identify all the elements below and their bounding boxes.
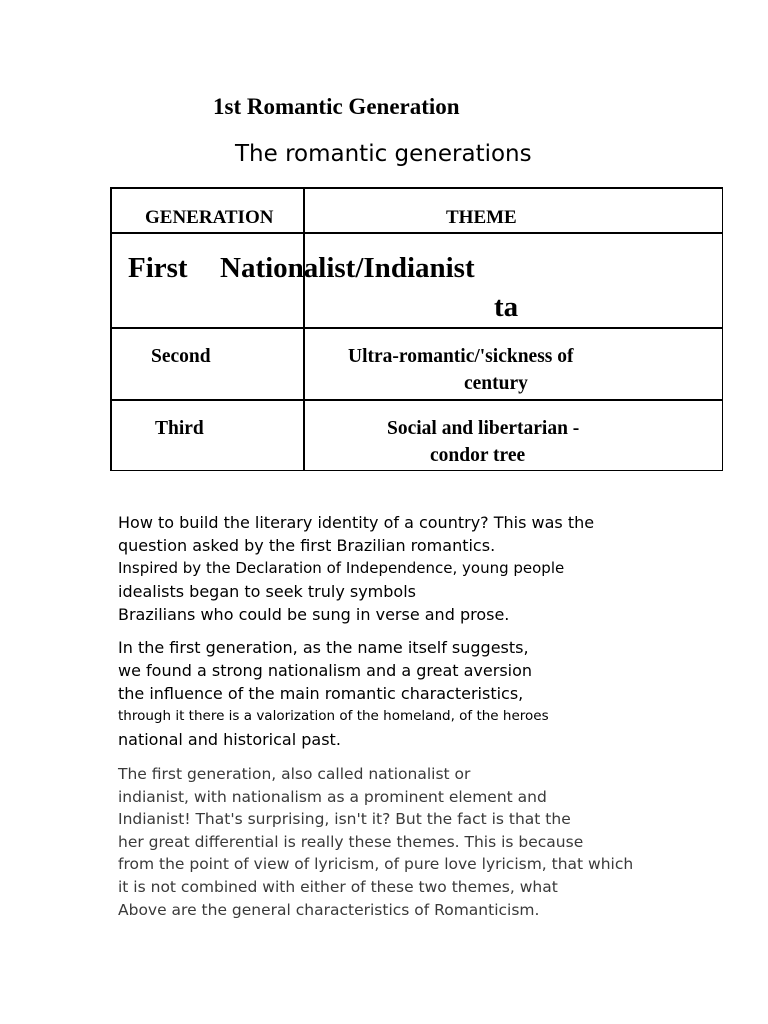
row-second-theme-line2: century xyxy=(464,373,528,394)
paragraph-line: indianist, with nationalism as a prominent element and xyxy=(118,787,547,806)
table-border-right xyxy=(722,187,724,471)
document-title: 1st Romantic Generation xyxy=(213,94,460,119)
paragraph-line: it is not combined with either of these two themes, what xyxy=(118,877,558,896)
paragraph-line: In the first generation, as the name itself suggests, xyxy=(118,638,529,657)
paragraph-line: The first generation, also called nationalist or xyxy=(118,765,471,783)
table-row-divider xyxy=(110,399,723,401)
table-border-top xyxy=(110,187,723,189)
paragraph-intro xyxy=(118,511,594,626)
paragraph-first-generation xyxy=(118,636,549,751)
document-subtitle: The romantic generations xyxy=(235,141,532,167)
row-first-theme-line2: ta xyxy=(494,291,519,323)
paragraph-line: How to build the literary identity of a country? This was the xyxy=(118,513,595,532)
row-first-generation: First xyxy=(128,252,188,284)
table-border-bottom xyxy=(110,470,723,472)
paragraph-nationalist xyxy=(118,763,633,921)
table-column-divider xyxy=(303,187,305,471)
paragraph-line: her great differential is really these themes. This is because xyxy=(118,832,584,851)
paragraph-line: question asked by the first Brazilian romantics. xyxy=(118,536,496,555)
row-first-theme-line1: Nationalist/Indianist xyxy=(220,252,475,284)
table-row-divider xyxy=(110,327,723,329)
paragraph-line: from the point of view of lyricism, of pure love lyricism, that which xyxy=(118,855,634,874)
table-border-left xyxy=(110,187,112,471)
table-header-divider xyxy=(110,232,723,234)
row-third-generation: Third xyxy=(155,418,204,439)
paragraph-line: the influence of the main romantic characteristics, xyxy=(118,684,524,703)
paragraph-line: through it there is a valorization of the homeland, of the heroes xyxy=(118,708,549,724)
row-third-theme-line2: condor tree xyxy=(430,445,526,466)
paragraph-line: national and historical past. xyxy=(118,730,341,749)
header-theme: THEME xyxy=(446,207,517,228)
paragraph-line: Indianist! That's surprising, isn't it? But the fact is that the xyxy=(118,810,571,829)
row-second-theme-line1: Ultra-romantic/'sickness of xyxy=(348,346,574,367)
paragraph-line: we found a strong nationalism and a great aversion xyxy=(118,661,533,680)
paragraph-line: Above are the general characteristics of Romanticism. xyxy=(118,900,540,919)
header-generation: GENERATION xyxy=(145,207,274,228)
paragraph-line: Brazilians who could be sung in verse and prose. xyxy=(118,605,510,624)
paragraph-line: idealists began to seek truly symbols xyxy=(118,582,416,601)
row-third-theme-line1: Social and libertarian - xyxy=(387,418,580,439)
row-second-generation: Second xyxy=(151,346,211,367)
paragraph-line: Inspired by the Declaration of Independence, young people xyxy=(118,559,565,577)
generations-table xyxy=(110,187,723,471)
